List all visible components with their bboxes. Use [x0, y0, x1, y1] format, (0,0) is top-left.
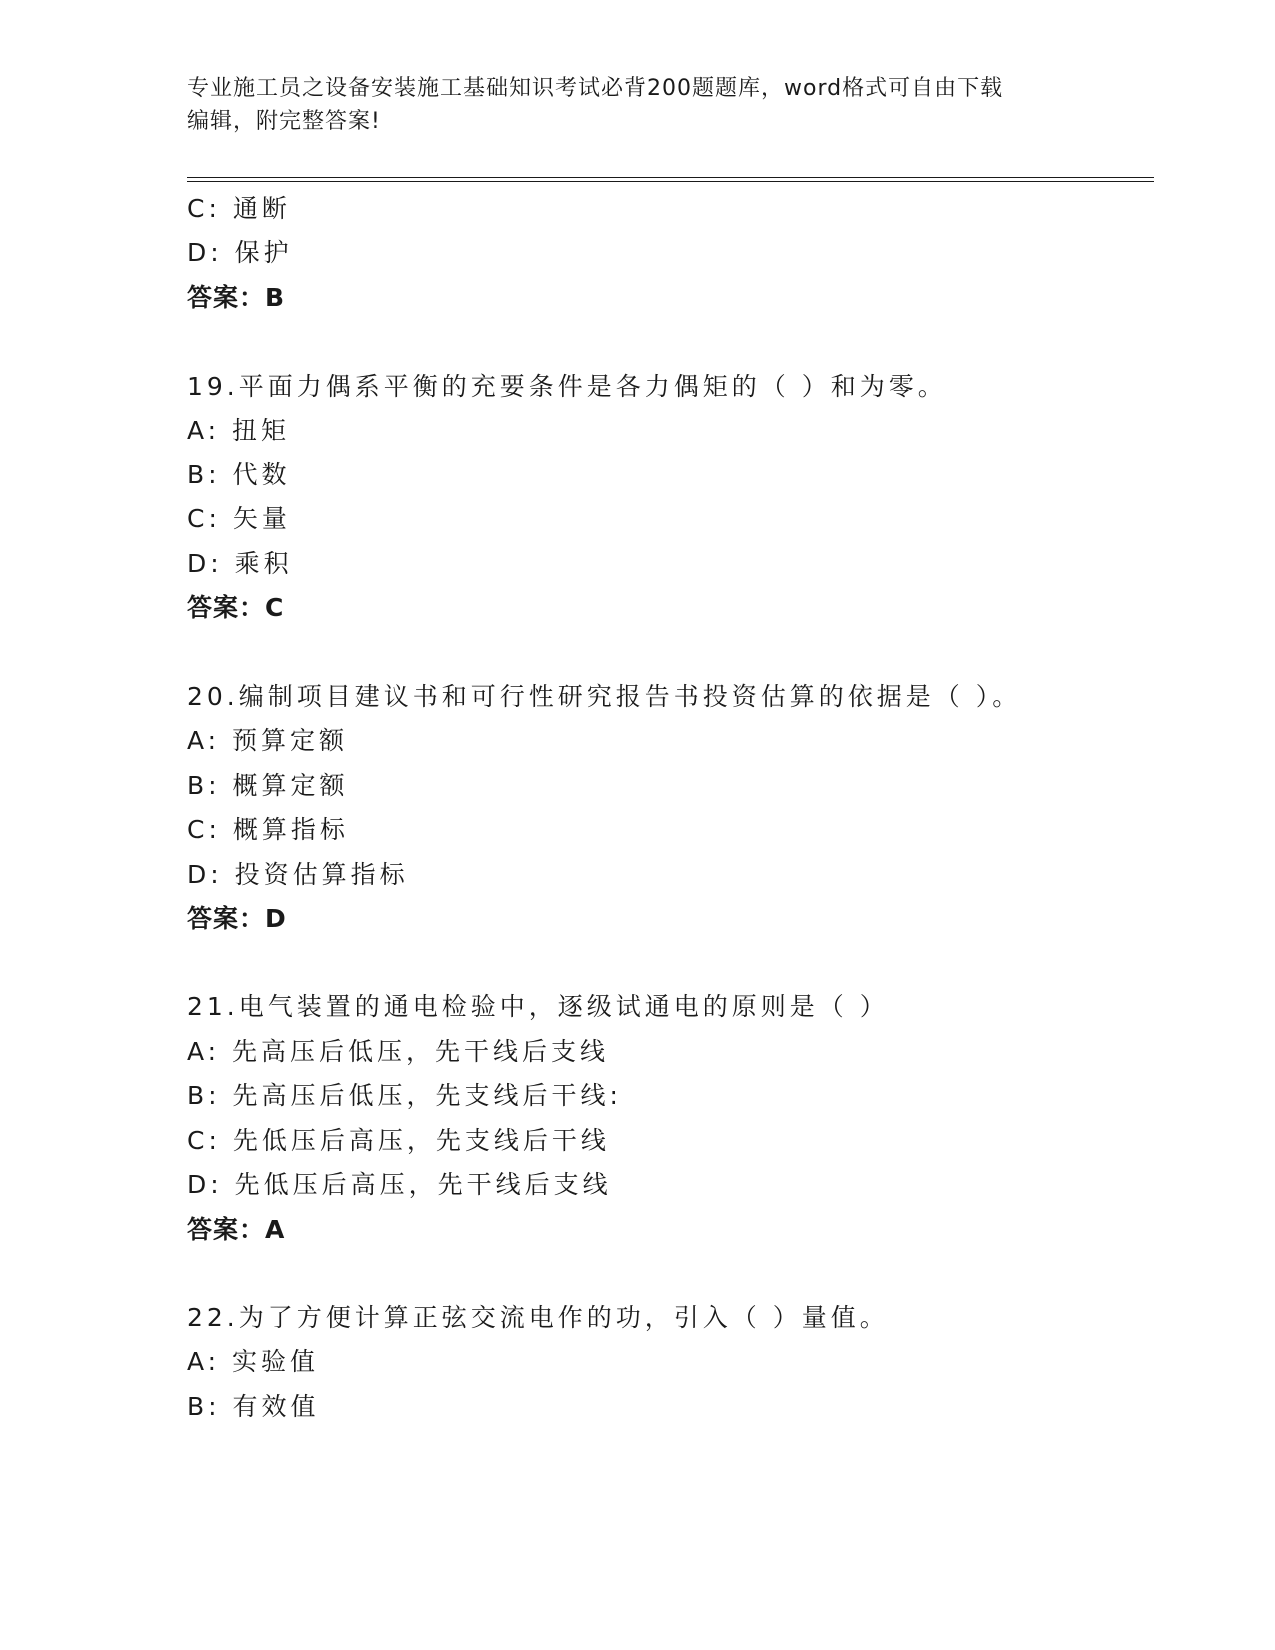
q19-option-b: B: 代数	[187, 460, 291, 489]
header-line-1: 专业施工员之设备安装施工基础知识考试必背200题题库，word格式可自由下载	[187, 76, 1004, 101]
q22-option-a: A: 实验值	[187, 1347, 320, 1376]
q19-option-a: A: 扭矩	[187, 416, 291, 445]
q18-option-d: D: 保护	[187, 238, 293, 267]
q22-question: 22.为了方便计算正弦交流电作的功，引入（ ）量值。	[187, 1303, 889, 1332]
q21-option-a: A: 先高压后低压，先干线后支线	[187, 1037, 610, 1066]
q20-question: 20.编制项目建议书和可行性研究报告书投资估算的依据是（ ）。	[187, 682, 1022, 711]
q20-option-b: B: 概算定额	[187, 771, 349, 800]
header-divider-bottom	[187, 181, 1154, 182]
q20-option-a: A: 预算定额	[187, 726, 349, 755]
q21-option-c: C: 先低压后高压，先支线后干线	[187, 1126, 610, 1155]
header-line-2: 编辑，附完整答案!	[187, 109, 381, 134]
q20-option-c: C: 概算指标	[187, 815, 349, 844]
q21-option-d: D: 先低压后高压，先干线后支线	[187, 1170, 612, 1199]
header-divider-top	[187, 177, 1154, 178]
q19-option-c: C: 矢量	[187, 504, 291, 533]
q19-option-d: D: 乘积	[187, 549, 293, 578]
q21-answer: 答案：A	[187, 1215, 286, 1244]
q20-answer: 答案：D	[187, 904, 287, 933]
q20-option-d: D: 投资估算指标	[187, 860, 409, 889]
q22-option-b: B: 有效值	[187, 1392, 320, 1421]
q21-question: 21.电气装置的通电检验中，逐级试通电的原则是（ ）	[187, 992, 889, 1021]
q18-answer: 答案：B	[187, 283, 286, 312]
q18-option-c: C: 通断	[187, 194, 291, 223]
q19-answer: 答案：C	[187, 593, 285, 622]
q19-question: 19.平面力偶系平衡的充要条件是各力偶矩的（ ）和为零。	[187, 372, 947, 401]
document-header	[187, 72, 1087, 138]
q21-option-b: B: 先高压后低压，先支线后干线:	[187, 1081, 622, 1110]
